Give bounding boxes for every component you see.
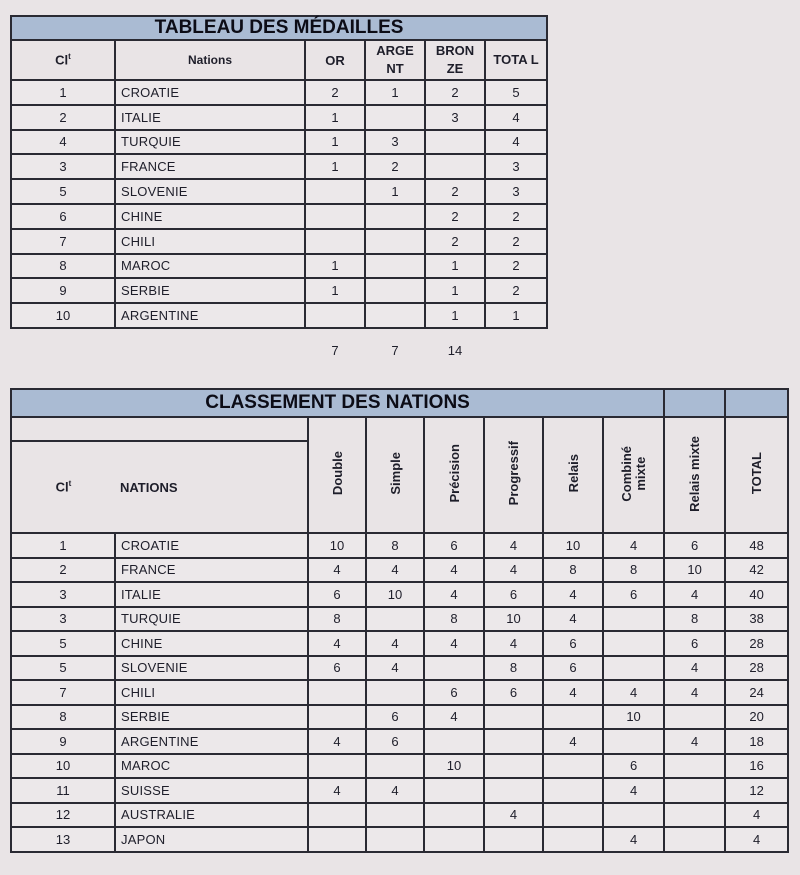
total-cell: 48 (725, 533, 788, 558)
total-cell: 18 (725, 729, 788, 754)
bronze-cell: 1 (425, 254, 485, 279)
simple-cell: 4 (366, 656, 424, 681)
nation-cell: CHILI (115, 680, 308, 705)
relais_mixte-cell: 10 (664, 558, 725, 583)
argent-cell: 2 (365, 154, 425, 179)
precision-cell: 4 (424, 582, 484, 607)
precision-cell (424, 729, 484, 754)
ranking-table-title: CLASSEMENT DES NATIONS (11, 389, 664, 417)
table-row (11, 558, 788, 583)
progressif-cell (484, 778, 543, 803)
relais-cell (543, 705, 603, 730)
progressif-header: Progressif (484, 417, 543, 533)
nation-cell: AUSTRALIE (115, 803, 308, 828)
total-cell: 4 (485, 105, 547, 130)
argent-cell (365, 105, 425, 130)
relais_mixte-cell (664, 754, 725, 779)
or-cell: 1 (305, 105, 365, 130)
nation-cell: ITALIE (115, 105, 305, 130)
total-cell: 3 (485, 179, 547, 204)
total-cell: 42 (725, 558, 788, 583)
combine-cell: 4 (603, 533, 664, 558)
double-cell: 10 (308, 533, 366, 558)
total-cell: 40 (725, 582, 788, 607)
relais-cell: 4 (543, 680, 603, 705)
table-row (11, 754, 788, 779)
rank-cell: 7 (11, 229, 115, 254)
rank-cell: 13 (11, 827, 115, 852)
or-cell (305, 229, 365, 254)
total-cell: 4 (485, 130, 547, 155)
argent-cell (365, 229, 425, 254)
medal-bronze-header: BRON ZE (425, 40, 485, 80)
or-cell (305, 204, 365, 229)
precision-cell (424, 778, 484, 803)
relais_mixte-cell: 4 (664, 729, 725, 754)
nation-cell: CROATIE (115, 533, 308, 558)
double-cell: 4 (308, 778, 366, 803)
medal-argent-header: ARGE NT (365, 40, 425, 80)
rank-cell: 2 (11, 558, 115, 583)
medal-nation-header: Nations (115, 40, 305, 80)
rank-cell: 12 (11, 803, 115, 828)
nation-cell: MAROC (115, 254, 305, 279)
relais_mixte-cell (664, 803, 725, 828)
rank-cell: 4 (11, 130, 115, 155)
simple-cell (366, 803, 424, 828)
relais-cell (543, 754, 603, 779)
total-cell: 2 (485, 278, 547, 303)
precision-cell: 6 (424, 680, 484, 705)
total-cell: 12 (725, 778, 788, 803)
relais-cell: 6 (543, 631, 603, 656)
progressif-cell: 4 (484, 631, 543, 656)
combine-mixte-header: Combiné mixte (603, 417, 664, 533)
combine-cell: 4 (603, 778, 664, 803)
total-cell: 38 (725, 607, 788, 632)
relais_mixte-cell: 4 (664, 582, 725, 607)
precision-cell: 8 (424, 607, 484, 632)
or-cell: 1 (305, 130, 365, 155)
relais_mixte-cell: 4 (664, 680, 725, 705)
rank-cell: 10 (11, 303, 115, 328)
simple-cell (366, 827, 424, 852)
relais_mixte-cell (664, 705, 725, 730)
rank-cell: 5 (11, 631, 115, 656)
total-cell: 16 (725, 754, 788, 779)
table-row (11, 631, 788, 656)
precision-cell (424, 803, 484, 828)
nation-cell: SLOVENIE (115, 656, 308, 681)
or-cell: 1 (305, 254, 365, 279)
total-cell: 28 (725, 631, 788, 656)
double-cell: 6 (308, 582, 366, 607)
precision-cell (424, 656, 484, 681)
argent-cell: 1 (365, 179, 425, 204)
total-header: TOTAL (725, 417, 788, 533)
progressif-cell: 6 (484, 582, 543, 607)
double-cell: 4 (308, 558, 366, 583)
rank-cell: 3 (11, 154, 115, 179)
progressif-cell (484, 729, 543, 754)
bronze-cell: 2 (425, 204, 485, 229)
or-cell: 1 (305, 154, 365, 179)
medal-or-header: OR (305, 40, 365, 80)
rank-cell: 7 (11, 680, 115, 705)
bronze-cell: 1 (425, 278, 485, 303)
nation-cell: TURQUIE (115, 607, 308, 632)
table-row (11, 179, 547, 204)
ranking-title-spacer-2 (725, 389, 788, 417)
precision-cell: 4 (424, 631, 484, 656)
total-cell: 4 (725, 803, 788, 828)
simple-cell (366, 680, 424, 705)
double-cell: 4 (308, 631, 366, 656)
or-cell: 2 (305, 80, 365, 105)
table-row (11, 705, 788, 730)
table-row (11, 729, 788, 754)
double-header: Double (308, 417, 366, 533)
relais-cell: 8 (543, 558, 603, 583)
argent-cell (365, 303, 425, 328)
bronze-cell: 2 (425, 179, 485, 204)
argent-cell (365, 254, 425, 279)
progressif-cell (484, 705, 543, 730)
nation-cell: SERBIE (115, 278, 305, 303)
or-cell: 1 (305, 278, 365, 303)
total-cell: 24 (725, 680, 788, 705)
ranking-header-top-blank (11, 417, 308, 441)
combine-cell: 10 (603, 705, 664, 730)
bronze-cell: 1 (425, 303, 485, 328)
simple-cell: 4 (366, 558, 424, 583)
table-row (11, 778, 788, 803)
nation-cell: ARGENTINE (115, 303, 305, 328)
table-row (11, 229, 547, 254)
total-or: 7 (331, 343, 339, 358)
nation-cell: ARGENTINE (115, 729, 308, 754)
table-row (11, 303, 547, 328)
precision-cell: 10 (424, 754, 484, 779)
table-row (11, 254, 547, 279)
nation-cell: CHILI (115, 229, 305, 254)
table-row (11, 154, 547, 179)
combine-cell: 4 (603, 827, 664, 852)
table-row (11, 827, 788, 852)
relais-cell: 4 (543, 729, 603, 754)
nation-cell: CHINE (115, 631, 308, 656)
precision-cell: 4 (424, 705, 484, 730)
rank-cell: 10 (11, 754, 115, 779)
nation-cell: FRANCE (115, 154, 305, 179)
progressif-cell: 10 (484, 607, 543, 632)
nation-cell: SLOVENIE (115, 179, 305, 204)
medal-total-header: TOTA L (485, 40, 547, 80)
relais-cell: 6 (543, 656, 603, 681)
relais-header: Relais (543, 417, 603, 533)
combine-cell: 8 (603, 558, 664, 583)
ranking-title-spacer-1 (664, 389, 725, 417)
double-cell: 4 (308, 729, 366, 754)
double-cell: 8 (308, 607, 366, 632)
medal-table (10, 15, 548, 329)
nation-cell: CROATIE (115, 80, 305, 105)
combine-cell (603, 631, 664, 656)
progressif-cell: 4 (484, 558, 543, 583)
ranking-table (10, 388, 789, 853)
simple-cell (366, 607, 424, 632)
total-argent: 7 (391, 343, 399, 358)
combine-cell (603, 656, 664, 681)
total-cell: 2 (485, 229, 547, 254)
rank-cell: 9 (11, 729, 115, 754)
total-cell: 1 (485, 303, 547, 328)
total-cell: 2 (485, 254, 547, 279)
combine-cell (603, 607, 664, 632)
ranking-table-body (11, 533, 788, 852)
total-cell: 5 (485, 80, 547, 105)
rank-cell: 2 (11, 105, 115, 130)
simple-cell: 4 (366, 778, 424, 803)
argent-cell: 3 (365, 130, 425, 155)
rank-cell: 6 (11, 204, 115, 229)
relais-cell: 4 (543, 582, 603, 607)
relais-mixte-header: Relais mixte (664, 417, 725, 533)
relais_mixte-cell (664, 778, 725, 803)
nation-cell: ITALIE (115, 582, 308, 607)
or-cell (305, 303, 365, 328)
double-cell (308, 705, 366, 730)
nation-cell: JAPON (115, 827, 308, 852)
combine-cell (603, 803, 664, 828)
medal-column-totals (0, 343, 800, 363)
simple-cell (366, 754, 424, 779)
relais_mixte-cell: 4 (664, 656, 725, 681)
double-cell (308, 754, 366, 779)
table-row (11, 204, 547, 229)
argent-cell (365, 204, 425, 229)
ranking-rank-header: Cl$^t$ (11, 441, 115, 533)
progressif-cell: 8 (484, 656, 543, 681)
rank-cell: 5 (11, 179, 115, 204)
table-row (11, 533, 788, 558)
ranking-nation-header: NATIONS (115, 441, 308, 533)
progressif-cell (484, 827, 543, 852)
total-bronze: 14 (447, 343, 463, 358)
simple-cell: 10 (366, 582, 424, 607)
rank-cell: 9 (11, 278, 115, 303)
relais-cell: 10 (543, 533, 603, 558)
relais-cell (543, 827, 603, 852)
rank-cell: 8 (11, 705, 115, 730)
relais_mixte-cell (664, 827, 725, 852)
table-row (11, 130, 547, 155)
table-row (11, 278, 547, 303)
table-row (11, 680, 788, 705)
simple-cell: 4 (366, 631, 424, 656)
relais-cell (543, 778, 603, 803)
bronze-cell: 2 (425, 80, 485, 105)
or-cell (305, 179, 365, 204)
bronze-cell (425, 154, 485, 179)
table-row (11, 607, 788, 632)
relais-cell (543, 803, 603, 828)
rank-cell: 5 (11, 656, 115, 681)
table-row (11, 105, 547, 130)
progressif-cell: 6 (484, 680, 543, 705)
simple-cell: 6 (366, 705, 424, 730)
precision-cell: 6 (424, 533, 484, 558)
nation-cell: TURQUIE (115, 130, 305, 155)
rank-cell: 1 (11, 80, 115, 105)
relais_mixte-cell: 8 (664, 607, 725, 632)
simple-cell: 6 (366, 729, 424, 754)
rank-cell: 11 (11, 778, 115, 803)
simple-header: Simple (366, 417, 424, 533)
bronze-cell: 3 (425, 105, 485, 130)
table-row (11, 803, 788, 828)
double-cell (308, 680, 366, 705)
simple-cell: 8 (366, 533, 424, 558)
medal-table-title: TABLEAU DES MÉDAILLES (11, 16, 547, 40)
total-cell: 4 (725, 827, 788, 852)
rank-cell: 8 (11, 254, 115, 279)
nation-cell: SUISSE (115, 778, 308, 803)
relais_mixte-cell: 6 (664, 533, 725, 558)
total-cell: 20 (725, 705, 788, 730)
progressif-cell: 4 (484, 533, 543, 558)
relais-cell: 4 (543, 607, 603, 632)
medal-table-body (11, 80, 547, 328)
combine-cell: 4 (603, 680, 664, 705)
combine-cell (603, 729, 664, 754)
table-row (11, 582, 788, 607)
total-cell: 28 (725, 656, 788, 681)
relais_mixte-cell: 6 (664, 631, 725, 656)
bronze-cell (425, 130, 485, 155)
bronze-cell: 2 (425, 229, 485, 254)
double-cell: 6 (308, 656, 366, 681)
progressif-cell: 4 (484, 803, 543, 828)
argent-cell: 1 (365, 80, 425, 105)
rank-cell: 3 (11, 582, 115, 607)
nation-cell: SERBIE (115, 705, 308, 730)
medal-rank-header: Cl$^t$ (11, 40, 115, 80)
total-cell: 3 (485, 154, 547, 179)
precision-cell (424, 827, 484, 852)
double-cell (308, 803, 366, 828)
progressif-cell (484, 754, 543, 779)
double-cell (308, 827, 366, 852)
combine-cell: 6 (603, 754, 664, 779)
nation-cell: MAROC (115, 754, 308, 779)
total-cell: 2 (485, 204, 547, 229)
rank-cell: 1 (11, 533, 115, 558)
rank-cell: 3 (11, 607, 115, 632)
nation-cell: CHINE (115, 204, 305, 229)
precision-header: Précision (424, 417, 484, 533)
precision-cell: 4 (424, 558, 484, 583)
table-row (11, 80, 547, 105)
argent-cell (365, 278, 425, 303)
table-row (11, 656, 788, 681)
nation-cell: FRANCE (115, 558, 308, 583)
combine-cell: 6 (603, 582, 664, 607)
